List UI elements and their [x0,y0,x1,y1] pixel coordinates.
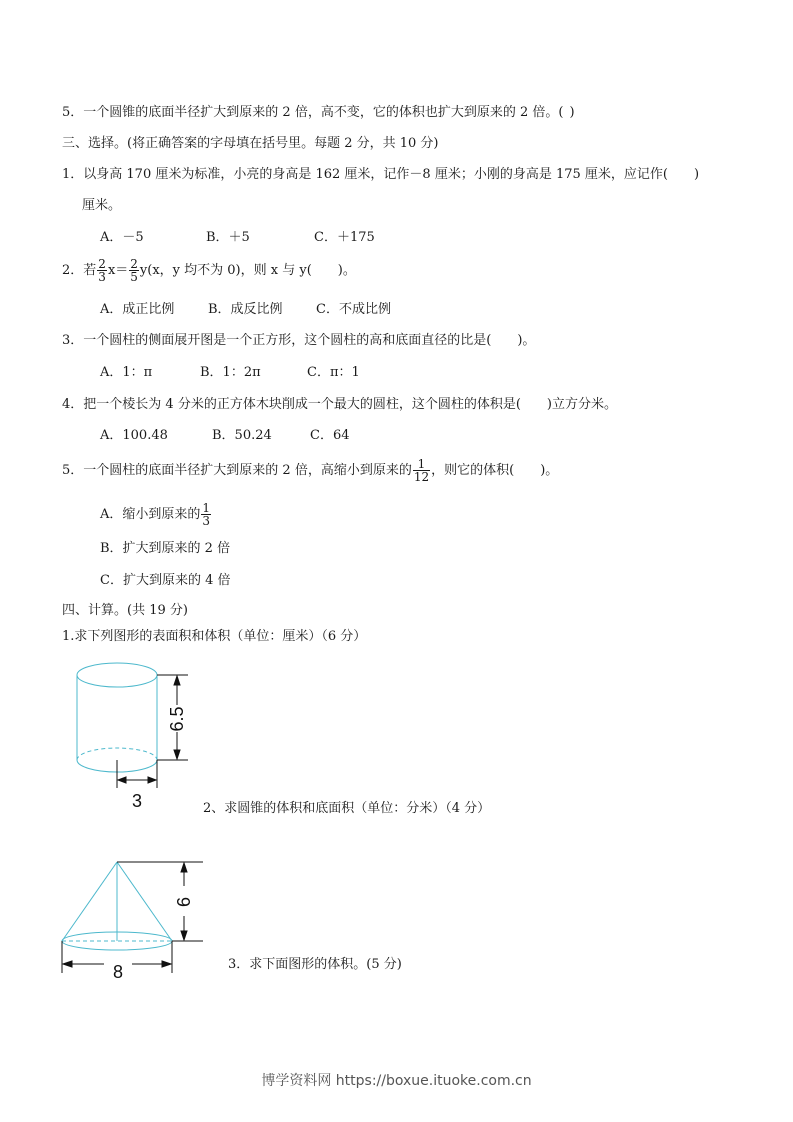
option-c: C．π：1 [307,365,360,380]
footer-watermark: 博学资料网 https://boxue.ituoke.com.cn [261,1073,532,1089]
option-a: A．－5 [100,230,144,245]
option-b: B．成反比例 [208,302,283,317]
cylinder-top-ellipse [77,663,157,687]
option-a: A．100.48 [100,428,168,443]
option-c: C．＋175 [314,230,375,245]
question-text: 一个圆柱的侧面展开图是一个正方形，这个圆柱的高和底面直径的比是( [83,333,492,348]
section-4-title: 四、计算。(共 19 分) [62,603,188,618]
fraction: $\frac{1}{3}$ [202,501,211,528]
fraction: $\frac{2}{3}$ [98,257,106,284]
choice-question-5: 5．一个圆柱的底面半径扩大到原来的 2 倍，高缩小到原来的 $\frac{1}{12}$ ，则它的体积( )。 [62,457,559,484]
question-1-continuation: 厘米。 [82,198,122,213]
choice-question-3: 3．一个圆柱的侧面展开图是一个正方形，这个圆柱的高和底面直径的比是( )。 [62,333,536,348]
question-text: 把一个棱长为 4 分米的正方体木块削成一个最大的圆柱，这个圆柱的体积是( [83,397,521,412]
option-a: A．1：π [100,365,153,380]
fraction: $\frac{2}{5}$ [130,257,138,284]
calc-question-2: 2、求圆锥的体积和底面积（单位：分米）（4 分） [203,801,491,816]
cylinder-radius-label: 3 [131,791,143,811]
fraction: $\frac{1}{12}$ [413,457,430,484]
question-text: 一个圆柱的底面半径扩大到原来的 2 倍，高缩小到原来的 [83,463,412,478]
choice-question-2: 2．若 $\frac{2}{3}$ x＝ $\frac{2}{5}$ y(x，y 均不为 0)，则 x 与 y( )。 [62,257,356,284]
option-a: A．成正比例 [100,302,175,317]
cylinder-height-label: 6.5 [167,706,187,732]
section-3-title: 三、选择。(将正确答案的字母填在括号里。每题 2 分，共 10 分) [62,136,439,151]
option-b: B．＋5 [206,230,250,245]
question-text: 一个圆锥的底面半径扩大到原来的 2 倍，高不变，它的体积也扩大到原来的 2 倍。( [83,105,564,120]
cone-figure [60,858,210,983]
option-c: C．不成比例 [316,302,391,317]
cone-base-front [62,941,172,950]
cone-diameter-label: 8 [112,962,124,982]
option-b: B．扩大到原来的 2 倍 [100,541,231,556]
cone-height-label: 6 [174,896,194,908]
option-c: C．扩大到原来的 4 倍 [100,573,231,588]
cylinder-figure [60,660,200,810]
option-c: C．64 [310,428,350,443]
calc-question-3: 3．求下面图形的体积。(5 分) [228,957,402,972]
cylinder-bottom-back-dashed [77,748,157,760]
choice-question-1: 1．以身高 170 厘米为标准，小亮的身高是 162 厘米，记作－8 厘米；小刚的身高是 175 厘米，应记作( ) [62,167,700,182]
calc-question-1: 1.求下列图形的表面积和体积（单位：厘米）（6 分） [62,629,367,644]
option-b: B．50.24 [212,428,272,443]
question-number: 5． [62,105,84,120]
question-text: 以身高 170 厘米为标准，小亮的身高是 162 厘米，记作－8 厘米；小刚的身高是 175 厘米，应记作( [83,167,668,182]
judge-question-5: 5．一个圆锥的底面半径扩大到原来的 2 倍，高不变，它的体积也扩大到原来的 2 倍。( ) [62,105,575,120]
option-b: B．1：2π [200,365,261,380]
option-a: A．缩小到原来的 $\frac{1}{3}$ [100,501,211,528]
choice-question-4: 4．把一个棱长为 4 分米的正方体木块削成一个最大的圆柱，这个圆柱的体积是( )立方分米。 [62,397,617,412]
